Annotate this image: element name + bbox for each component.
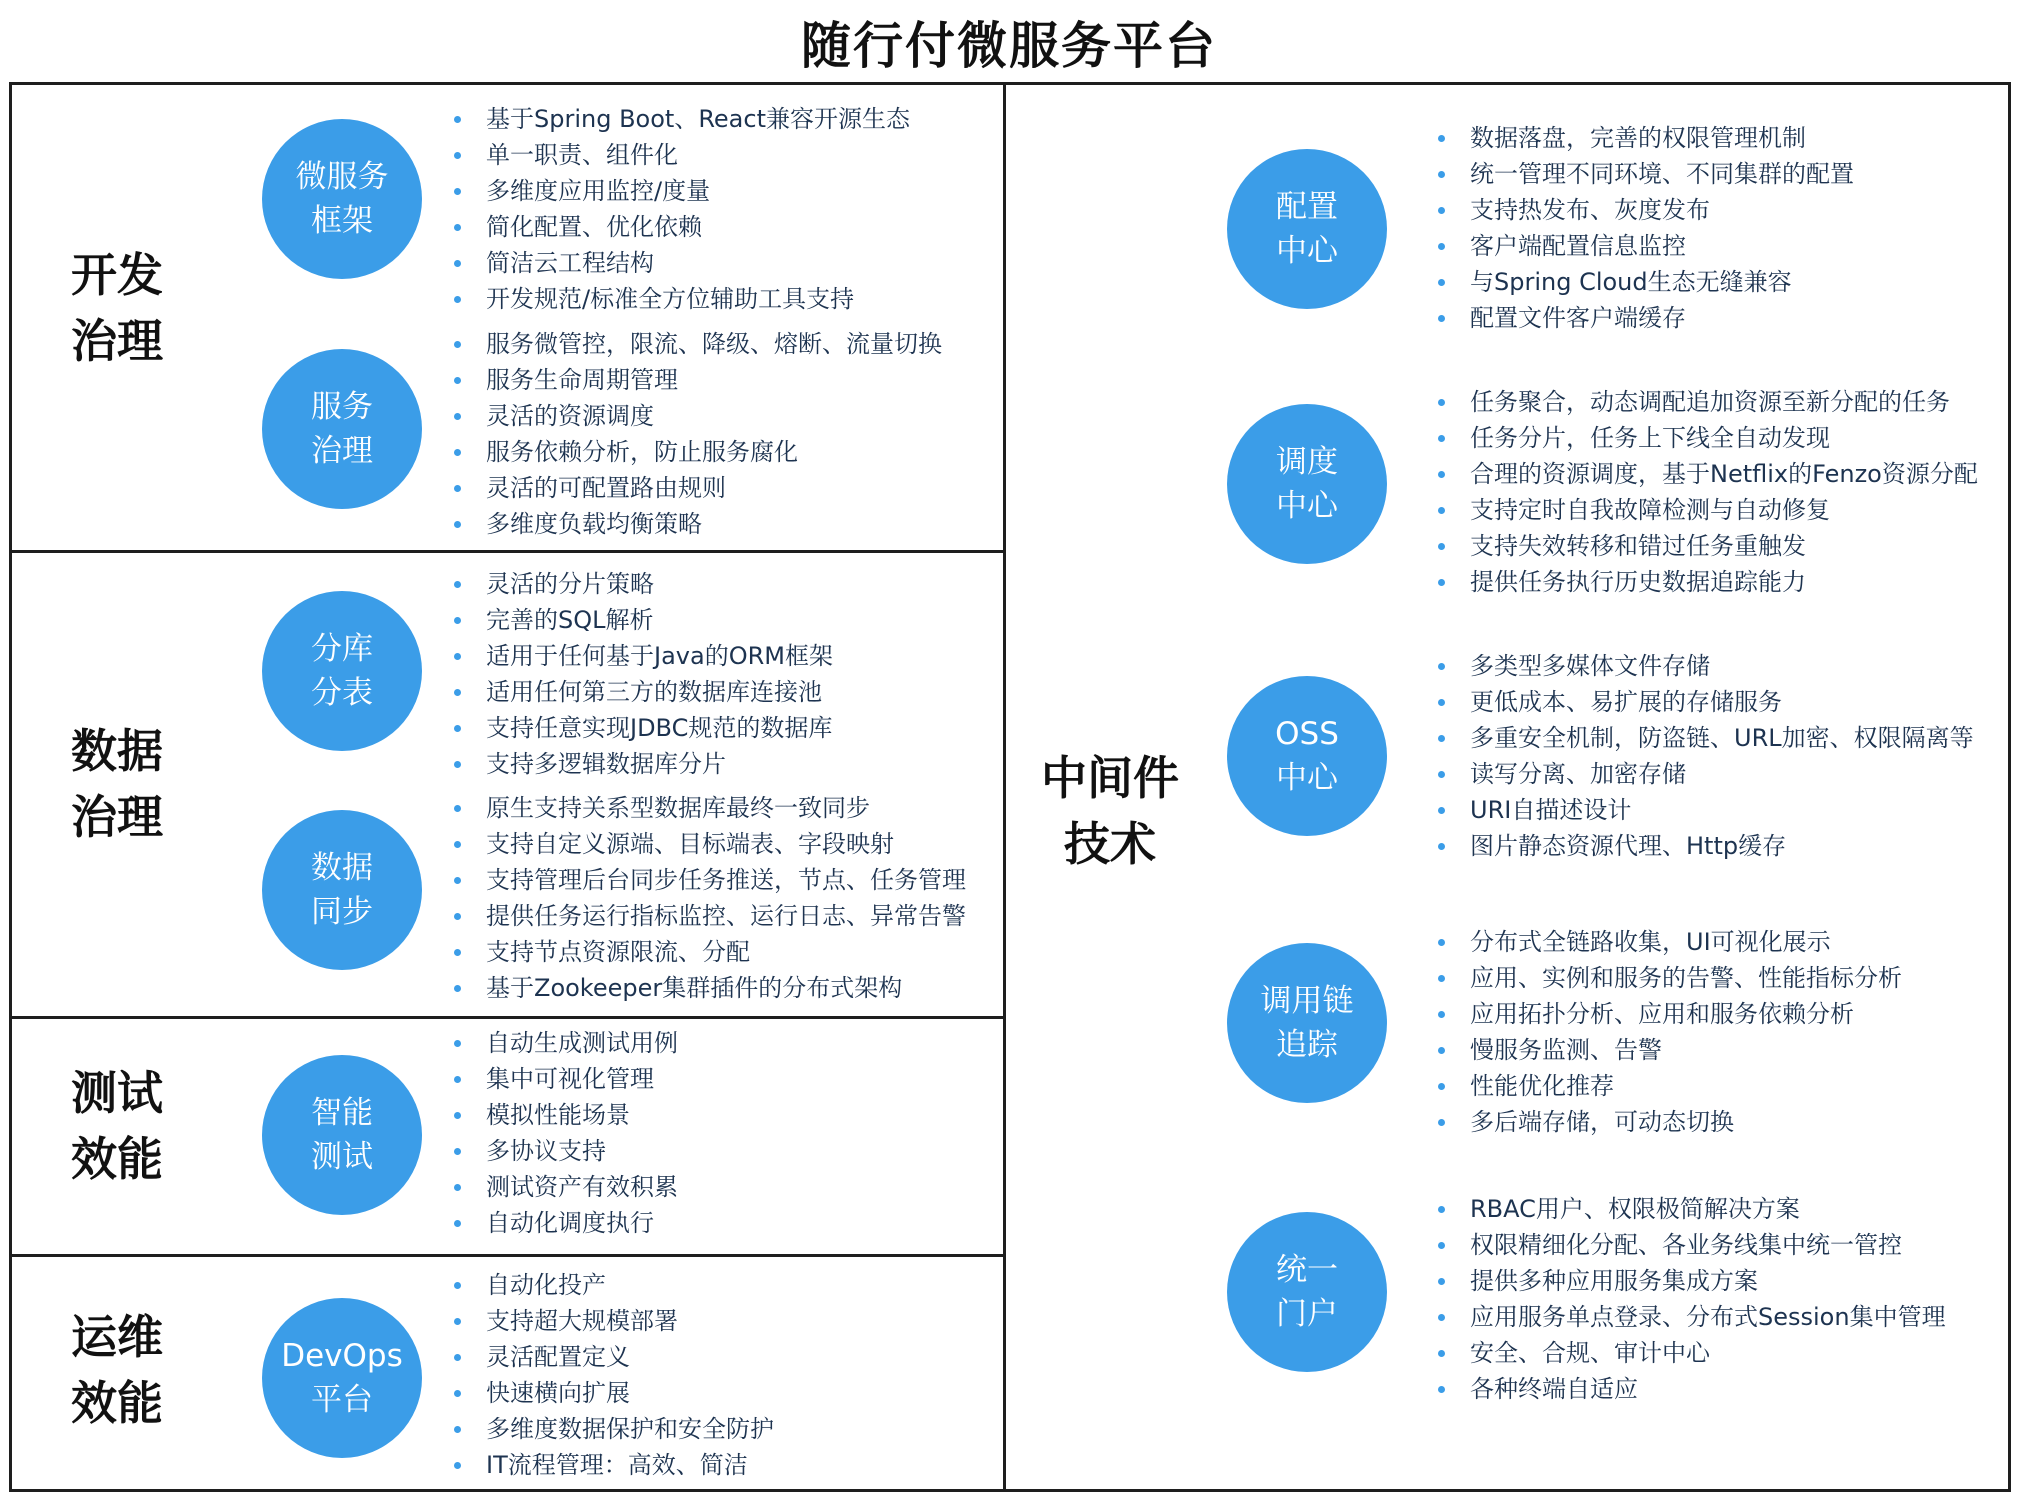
node-smart-testing <box>262 1055 422 1215</box>
node-label-line: 统一 <box>1276 1252 1338 1288</box>
node-label-line: 平台 <box>311 1382 373 1418</box>
section-label-test-efficiency <box>52 1060 182 1192</box>
list-item: 支持任意实现JDBC规范的数据库 <box>450 710 833 746</box>
list-item: 提供任务执行历史数据追踪能力 <box>1434 564 1978 600</box>
list-item: 适用任何第三方的数据库连接池 <box>450 674 833 710</box>
list-item: 服务微管控，限流、降级、熔断、流量切换 <box>450 326 942 362</box>
list-item: 各种终端自适应 <box>1434 1371 1946 1407</box>
node-data-sync <box>262 810 422 970</box>
node-label-line: OSS <box>1275 716 1339 752</box>
list-item: 数据落盘，完善的权限管理机制 <box>1434 120 1854 156</box>
list-item: 与Spring Cloud生态无缝兼容 <box>1434 264 1854 300</box>
node-service-governance <box>262 349 422 509</box>
list-item: 安全、合规、审计中心 <box>1434 1335 1946 1371</box>
section-divider <box>9 550 1005 553</box>
section-label-data-governance <box>52 718 182 850</box>
node-label-line: 微服务 <box>295 159 389 195</box>
list-item: 灵活的可配置路由规则 <box>450 470 942 506</box>
list-item: 自动生成测试用例 <box>450 1025 678 1061</box>
node-label-line: 治理 <box>311 433 373 469</box>
node-label-line: 测试 <box>311 1139 373 1175</box>
node-label-line: 调度 <box>1276 444 1338 480</box>
page-title: 随行付微服务平台 <box>801 17 1217 75</box>
node-label-line: 门户 <box>1276 1296 1338 1332</box>
list-item: 支持失效转移和错过任务重触发 <box>1434 528 1978 564</box>
list-item: 任务分片，任务上下线全自动发现 <box>1434 420 1978 456</box>
node-unified-portal <box>1227 1212 1387 1372</box>
section-divider <box>9 1254 1005 1257</box>
feature-list-unified-portal <box>1434 1191 1946 1407</box>
list-item: URI自描述设计 <box>1434 792 1974 828</box>
list-item: 服务生命周期管理 <box>450 362 942 398</box>
node-label-line: 同步 <box>311 894 373 930</box>
list-item: 灵活的分片策略 <box>450 566 833 602</box>
list-item: 支持超大规模部署 <box>450 1303 774 1339</box>
node-devops-platform <box>262 1298 422 1458</box>
list-item: 支持管理后台同步任务推送，节点、任务管理 <box>450 862 966 898</box>
list-item: 单一职责、组件化 <box>450 137 910 173</box>
feature-list-service-governance <box>450 326 942 542</box>
list-item: IT流程管理：高效、简洁 <box>450 1447 774 1483</box>
list-item: 性能优化推荐 <box>1434 1068 1902 1104</box>
list-item: 客户端配置信息监控 <box>1434 228 1854 264</box>
section-label-dev-governance <box>52 242 182 374</box>
list-item: 基于Zookeeper集群插件的分布式架构 <box>450 970 966 1006</box>
list-item: 适用于任何基于Java的ORM框架 <box>450 638 833 674</box>
list-item: 支持多逻辑数据库分片 <box>450 746 833 782</box>
feature-list-smart-testing <box>450 1025 678 1241</box>
section-label-line: 效能 <box>71 1132 163 1186</box>
section-label-line: 中间件 <box>1041 751 1179 805</box>
list-item: 服务依赖分析，防止服务腐化 <box>450 434 942 470</box>
node-label-line: 框架 <box>311 203 373 239</box>
list-item: 支持热发布、灰度发布 <box>1434 192 1854 228</box>
list-item: 读写分离、加密存储 <box>1434 756 1974 792</box>
list-item: 多维度数据保护和安全防护 <box>450 1411 774 1447</box>
list-item: 多后端存储，可动态切换 <box>1434 1104 1902 1140</box>
section-label-line: 效能 <box>71 1376 163 1430</box>
node-scheduling-center <box>1227 404 1387 564</box>
list-item: 权限精细化分配、各业务线集中统一管控 <box>1434 1227 1946 1263</box>
section-label-line: 运维 <box>71 1310 163 1364</box>
node-label-line: 分库 <box>311 631 373 667</box>
node-label-line: 中心 <box>1276 488 1338 524</box>
section-label-line: 治理 <box>71 790 163 844</box>
list-item: 集中可视化管理 <box>450 1061 678 1097</box>
list-item: 慢服务监测、告警 <box>1434 1032 1902 1068</box>
section-label-line: 治理 <box>71 314 163 368</box>
feature-list-scheduling-center <box>1434 384 1978 600</box>
node-label-line: 服务 <box>311 389 373 425</box>
list-item: 应用服务单点登录、分布式Session集中管理 <box>1434 1299 1946 1335</box>
column-divider <box>1003 82 1006 1492</box>
node-config-center <box>1227 149 1387 309</box>
feature-list-devops-platform <box>450 1267 774 1483</box>
list-item: 灵活的资源调度 <box>450 398 942 434</box>
list-item: 基于Spring Boot、React兼容开源生态 <box>450 101 910 137</box>
list-item: 多协议支持 <box>450 1133 678 1169</box>
node-label-line: 中心 <box>1276 233 1338 269</box>
section-label-line: 开发 <box>71 248 163 302</box>
list-item: RBAC用户、权限极简解决方案 <box>1434 1191 1946 1227</box>
list-item: 自动化调度执行 <box>450 1205 678 1241</box>
node-sharding <box>262 591 422 751</box>
list-item: 完善的SQL解析 <box>450 602 833 638</box>
list-item: 自动化投产 <box>450 1267 774 1303</box>
feature-list-call-chain-tracing <box>1434 924 1902 1140</box>
node-call-chain-tracing <box>1227 943 1387 1103</box>
feature-list-oss-center <box>1434 648 1974 864</box>
list-item: 支持节点资源限流、分配 <box>450 934 966 970</box>
node-label-line: 配置 <box>1276 189 1338 225</box>
list-item: 多维度负载均衡策略 <box>450 506 942 542</box>
node-label-line: 智能 <box>311 1095 373 1131</box>
list-item: 开发规范/标准全方位辅助工具支持 <box>450 281 910 317</box>
list-item: 简洁云工程结构 <box>450 245 910 281</box>
section-label-line: 数据 <box>71 724 163 778</box>
list-item: 提供多种应用服务集成方案 <box>1434 1263 1946 1299</box>
list-item: 快速横向扩展 <box>450 1375 774 1411</box>
section-divider <box>9 1016 1005 1019</box>
list-item: 提供任务运行指标监控、运行日志、异常告警 <box>450 898 966 934</box>
section-label-line: 测试 <box>71 1066 163 1120</box>
list-item: 灵活配置定义 <box>450 1339 774 1375</box>
node-label-line: 追踪 <box>1276 1027 1338 1063</box>
list-item: 支持定时自我故障检测与自动修复 <box>1434 492 1978 528</box>
list-item: 原生支持关系型数据库最终一致同步 <box>450 790 966 826</box>
feature-list-sharding <box>450 566 833 782</box>
node-label-line: 中心 <box>1276 760 1338 796</box>
list-item: 多维度应用监控/度量 <box>450 173 910 209</box>
node-label-line: 分表 <box>311 675 373 711</box>
list-item: 任务聚合，动态调配追加资源至新分配的任务 <box>1434 384 1978 420</box>
list-item: 模拟性能场景 <box>450 1097 678 1133</box>
list-item: 合理的资源调度，基于Netflix的Fenzo资源分配 <box>1434 456 1978 492</box>
list-item: 图片静态资源代理、Http缓存 <box>1434 828 1974 864</box>
list-item: 测试资产有效积累 <box>450 1169 678 1205</box>
list-item: 分布式全链路收集，UI可视化展示 <box>1434 924 1902 960</box>
feature-list-data-sync <box>450 790 966 1006</box>
section-label-middleware <box>1030 745 1190 877</box>
section-label-ops-efficiency <box>52 1304 182 1436</box>
list-item: 配置文件客户端缓存 <box>1434 300 1854 336</box>
node-microservice-framework <box>262 119 422 279</box>
list-item: 支持自定义源端、目标端表、字段映射 <box>450 826 966 862</box>
list-item: 应用、实例和服务的告警、性能指标分析 <box>1434 960 1902 996</box>
feature-list-microservice-framework <box>450 101 910 317</box>
list-item: 更低成本、易扩展的存储服务 <box>1434 684 1974 720</box>
node-label-line: 数据 <box>311 850 373 886</box>
node-label-line: DevOps <box>281 1338 403 1374</box>
node-oss-center <box>1227 676 1387 836</box>
list-item: 多重安全机制，防盗链、URL加密、权限隔离等 <box>1434 720 1974 756</box>
list-item: 应用拓扑分析、应用和服务依赖分析 <box>1434 996 1902 1032</box>
section-label-line: 技术 <box>1064 817 1156 871</box>
node-label-line: 调用链 <box>1260 983 1354 1019</box>
list-item: 多类型多媒体文件存储 <box>1434 648 1974 684</box>
list-item: 统一管理不同环境、不同集群的配置 <box>1434 156 1854 192</box>
list-item: 简化配置、优化依赖 <box>450 209 910 245</box>
feature-list-config-center <box>1434 120 1854 336</box>
